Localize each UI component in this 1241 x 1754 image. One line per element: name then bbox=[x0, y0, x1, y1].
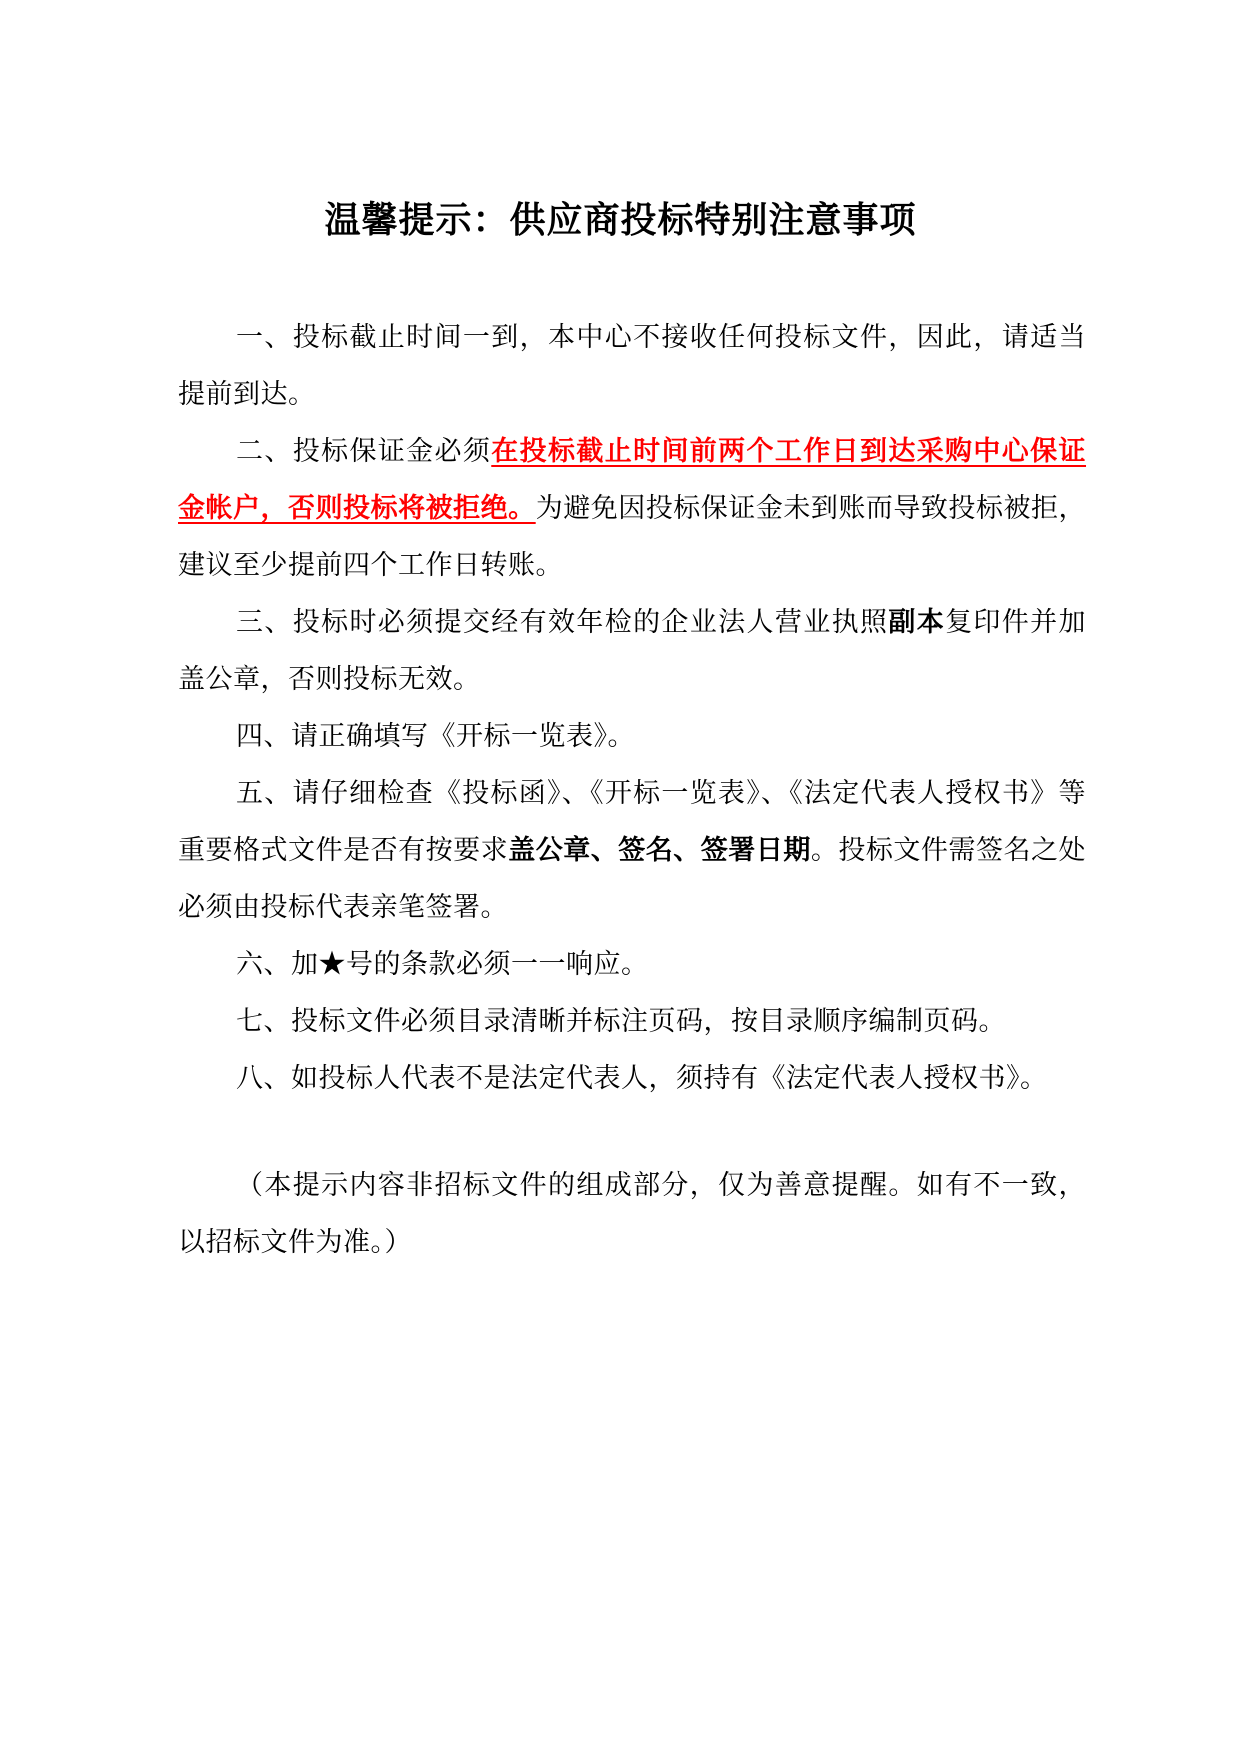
item-five bbox=[178, 765, 1086, 936]
item-three-suffix: 复印件并加盖公章，否则投标无效。 bbox=[178, 607, 1087, 695]
item-three-emphasis: 副本 bbox=[888, 607, 946, 638]
item-two-suffix: 为避免因投标保证金未到账而导致投标被拒，建议至少提前四个工作日转账。 bbox=[178, 493, 1086, 581]
item-three bbox=[178, 594, 1086, 708]
item-one: 一、投标截止时间一到，本中心不接收任何投标文件，因此，请适当提前到达。 bbox=[178, 322, 1086, 410]
item-three-prefix: 三、投标时必须提交经有效年检的企业法人营业执照 bbox=[236, 607, 889, 638]
item-eight: 八、如投标人代表不是法定代表人，须持有《法定代表人授权书》。 bbox=[236, 1063, 1048, 1094]
notice-list bbox=[178, 309, 1086, 1107]
item-two-prefix: 二、投标保证金必须 bbox=[236, 436, 492, 467]
document-title: 温馨提示：供应商投标特别注意事项 bbox=[324, 199, 917, 241]
item-five-emphasis: 盖公章、签名、签署日期 bbox=[508, 835, 811, 866]
disclaimer-note: （本提示内容非招标文件的组成部分，仅为善意提醒。如有不一致，以招标文件为准。） bbox=[178, 1170, 1086, 1258]
item-five-suffix: 。投标文件需签名之处必须由投标代表亲笔签署。 bbox=[178, 835, 1086, 923]
item-two-warning: 在投标截止时间前两个工作日到达采购中心保证金帐户，否则投标将被拒绝。 bbox=[178, 436, 1087, 524]
item-two bbox=[178, 423, 1086, 594]
item-five-prefix: 五、请仔细检查《投标函》、《开标一览表》、《法定代表人授权书》等重要格式文件是否有按要求 bbox=[178, 778, 1086, 866]
item-six: 六、加★号的条款必须一一响应。 bbox=[236, 949, 649, 980]
item-four: 四、请正确填写《开标一览表》。 bbox=[236, 721, 635, 752]
item-seven: 七、投标文件必须目录清晰并标注页码，按目录顺序编制页码。 bbox=[236, 1006, 1006, 1037]
